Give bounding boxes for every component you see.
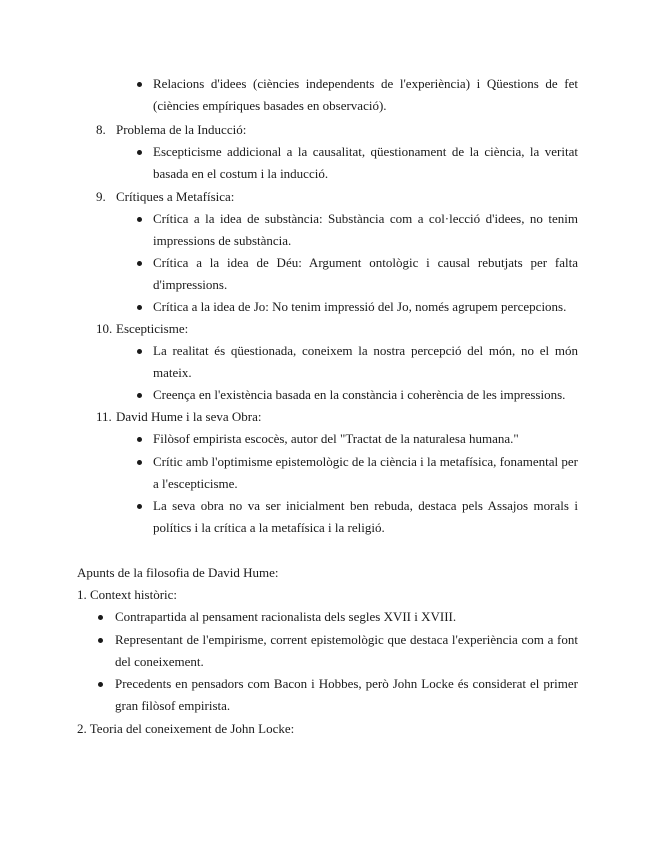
bullet-text: Representant de l'empirisme, corrent epistemològic que destaca l'experiència com a font [115, 632, 578, 647]
bullet-icon [137, 217, 142, 222]
list-item-title: Crítiques a Metafísica: [116, 189, 235, 204]
bullet-text: Crític amb l'optimisme epistemològic de la ciència i la metafísica, fonamental per [153, 454, 578, 469]
list-number: 9. [96, 189, 106, 204]
bullet-text: La seva obra no va ser inicialment ben rebuda, destaca pels Assajos morals i [153, 498, 578, 513]
bullet-text-cont: impressions de substància. [153, 233, 292, 248]
bullet-icon [137, 349, 142, 354]
bullet-text-cont: polítics i la crítica a la metafísica i la religió. [153, 520, 385, 535]
bullet-text: La realitat és qüestionada, coneixem la nostra percepció del món, no el món [153, 343, 578, 358]
bullet-icon [137, 261, 142, 266]
list-number: 8. [96, 122, 106, 137]
list-item-title: 1. Context històric: [77, 587, 178, 602]
bullet-text: Contrapartida al pensament racionalista dels segles XVII i XVIII. [115, 609, 457, 624]
bullet-icon [137, 393, 142, 398]
bullet-text: Crítica a la idea de Déu: Argument ontològic i causal rebutjats per falta [153, 255, 578, 270]
bullet-text: Crítica a la idea de substància: Substància com a col·lecció d'idees, no tenim [153, 211, 578, 226]
bullet-text-cont: (ciències empíriques basades en observació). [153, 98, 387, 113]
bullet-text: Relacions d'idees (ciències independents de l'experiència) i Qüestions de fet [153, 76, 578, 91]
bullet-text: Crítica a la idea de Jo: No tenim impressió del Jo, només agrupem percepcions. [153, 299, 567, 314]
bullet-icon [137, 82, 142, 87]
bullet-text-cont: del coneixement. [115, 654, 204, 669]
bullet-icon [98, 615, 103, 620]
bullet-text-cont: mateix. [153, 365, 192, 380]
list-item-title: David Hume i la seva Obra: [116, 409, 262, 424]
bullet-text-cont: gran filòsof empirista. [115, 698, 231, 713]
section-heading: Apunts de la filosofia de David Hume: [77, 565, 279, 580]
list-number: 10. [96, 321, 113, 336]
bullet-text: Escepticisme addicional a la causalitat, qüestionament de la ciència, la veritat [153, 144, 578, 159]
bullet-icon [137, 460, 142, 465]
list-number: 11. [96, 409, 112, 424]
bullet-text: Filòsof empirista escocès, autor del "Tractat de la naturalesa humana." [153, 431, 519, 446]
list-item-title: 2. Teoria del coneixement de John Locke: [77, 721, 295, 736]
bullet-icon [137, 437, 142, 442]
bullet-text-cont: a l'escepticisme. [153, 476, 238, 491]
bullet-icon [98, 638, 103, 643]
list-item-title: Escepticisme: [116, 321, 189, 336]
bullet-icon [137, 305, 142, 310]
bullet-icon [98, 682, 103, 687]
list-item-title: Problema de la Inducció: [116, 122, 247, 137]
bullet-icon [137, 150, 142, 155]
bullet-text-cont: basada en el costum i la inducció. [153, 166, 329, 181]
bullet-text-cont: d'impressions. [153, 277, 228, 292]
bullet-icon [137, 504, 142, 509]
bullet-text: Creença en l'existència basada en la constància i coherència de les impressions. [153, 387, 566, 402]
bullet-text: Precedents en pensadors com Bacon i Hobbes, però John Locke és considerat el primer [115, 676, 578, 691]
